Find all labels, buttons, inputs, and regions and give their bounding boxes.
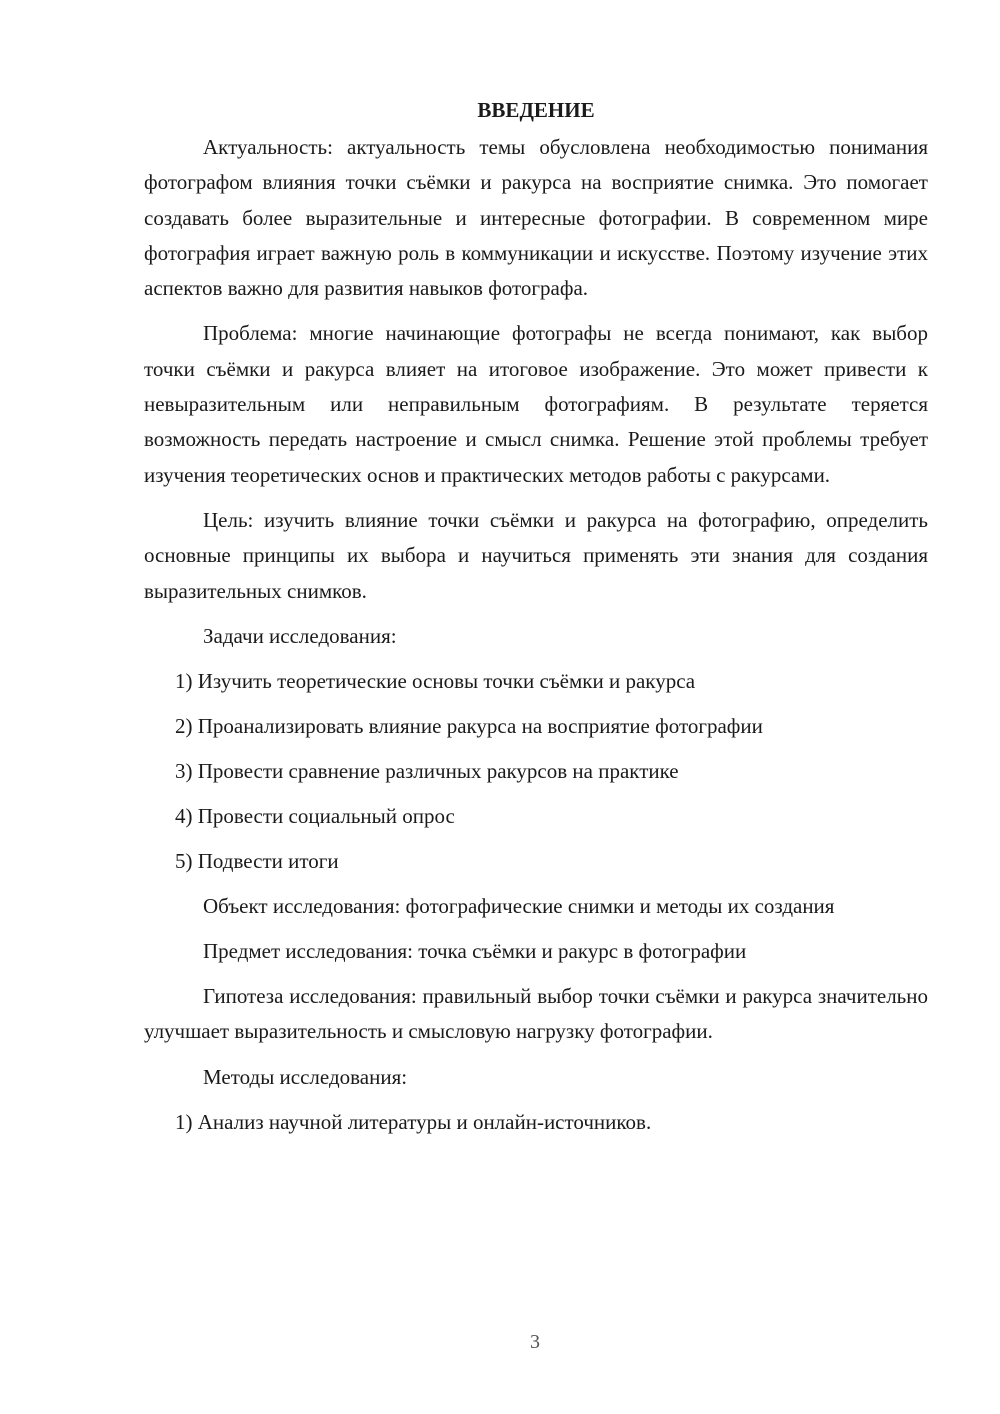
method-item-1: 1) Анализ научной литературы и онлайн-источников. (175, 1109, 652, 1134)
paragraph-relevance: Актуальность: актуальность темы обусловлена необходимостью понимания фотографом влияния точки съёмки и ракурса на восприятие снимка. Это помогает создавать более выразительные и интересные фотографии. В современном мире фотография играет важную роль в коммуникации и искусстве. Поэтому изучение этих аспектов важно для развития навыков фотографа. (144, 135, 928, 301)
tasks-heading: Задачи исследования: (203, 623, 397, 648)
paragraph-object: Объект исследования: фотографические снимки и методы их создания (203, 893, 835, 918)
paragraph-problem: Проблема: многие начинающие фотографы не всегда понимают, как выбор точки съёмки и ракурса влияет на итоговое изображение. Это может привести к невыразительным или неправильным фотографиям. В результате теряется возможность передать настроение и смысл снимка. Решение этой проблемы требует изучения теоретических основ и практических методов работы с ракурсами. (144, 321, 928, 487)
task-item-5: 5) Подвести итоги (175, 848, 339, 873)
page-title: ВВЕДЕНИЕ (477, 98, 595, 122)
paragraph-goal: Цель: изучить влияние точки съёмки и ракурса на фотографию, определить основные принципы их выбора и научиться применять эти знания для создания выразительных снимков. (144, 507, 928, 603)
page-number: 3 (530, 1331, 540, 1353)
page-content (144, 94, 928, 1150)
task-item-3: 3) Провести сравнение различных ракурсов на практике (175, 758, 679, 783)
task-item-1: 1) Изучить теоретические основы точки съёмки и ракурса (175, 668, 696, 693)
task-item-4: 4) Провести социальный опрос (175, 803, 455, 828)
task-item-2: 2) Проанализировать влияние ракурса на восприятие фотографии (175, 713, 763, 738)
paragraph-hypothesis: Гипотеза исследования: правильный выбор точки съёмки и ракурса значительно улучшает выразительность и смысловую нагрузку фотографии. (144, 984, 928, 1044)
paragraph-subject: Предмет исследования: точка съёмки и ракурс в фотографии (203, 939, 747, 964)
methods-heading: Методы исследования: (203, 1064, 408, 1089)
